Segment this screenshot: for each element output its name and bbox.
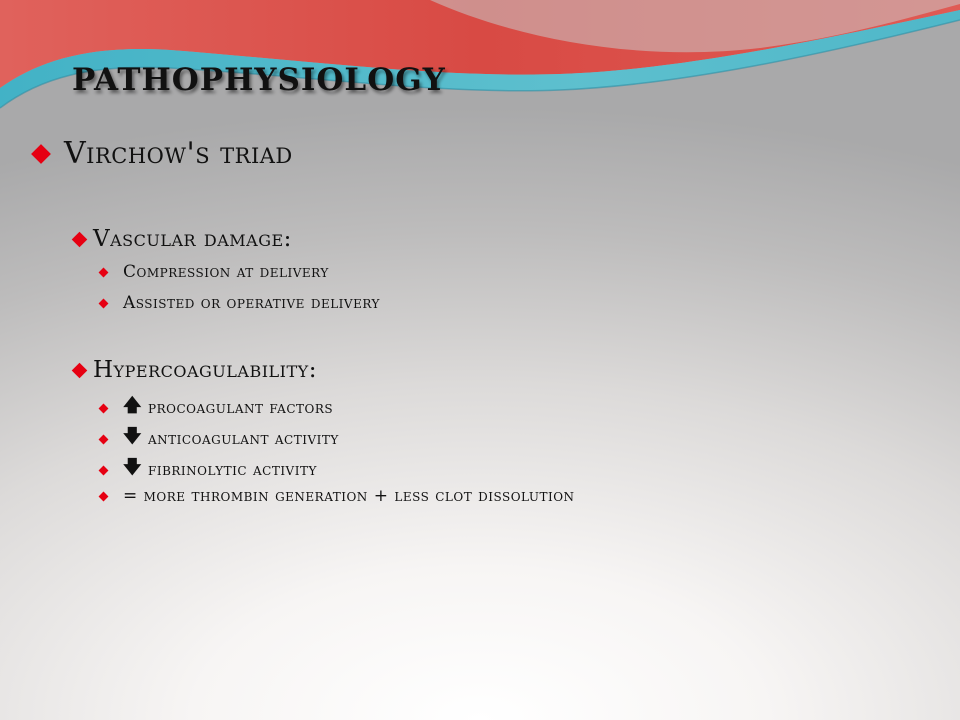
bullet-text: Assisted or operative delivery: [123, 293, 380, 313]
bullet-procoagulant: [98, 393, 333, 423]
bullet-text: Vascular damage:: [93, 226, 292, 252]
diamond-bullet-icon: [99, 491, 109, 501]
bullet-assisted-delivery: [98, 293, 380, 313]
diamond-bullet-icon: [99, 434, 109, 444]
diamond-bullet-icon: [99, 465, 109, 475]
diamond-bullet-icon: [99, 403, 109, 413]
slide-title: pathophysiology: [72, 50, 446, 101]
diamond-bullet-icon: [99, 298, 109, 308]
bullet-text: Virchow's triad: [64, 136, 293, 171]
bullet-text: procoagulant factors: [148, 398, 334, 418]
bullet-compression: [98, 262, 329, 282]
bullet-text: Compression at delivery: [123, 262, 329, 282]
bullet-virchow-triad: [30, 136, 293, 171]
bullet-text: Hypercoagulability:: [93, 357, 317, 383]
bullet-fibrinolytic: [98, 455, 317, 485]
bullet-hypercoagulability: [72, 357, 317, 383]
diamond-bullet-icon: [99, 267, 109, 277]
arrow-up-icon: 🡅: [123, 395, 143, 416]
diamond-bullet-icon: [72, 362, 88, 378]
arrow-down-icon: 🡇: [123, 457, 143, 478]
bullet-vascular-damage: [72, 226, 292, 252]
bullet-text: fibrinolytic activity: [148, 460, 317, 480]
bullet-text: = more thrombin generation + less clot dissolution: [123, 486, 575, 506]
diamond-bullet-icon: [31, 144, 51, 164]
arrow-down-icon: 🡇: [123, 426, 143, 447]
bullet-text: anticoagulant activity: [148, 429, 339, 449]
bullet-anticoagulant: [98, 424, 339, 454]
bullet-thrombin-generation: [98, 486, 575, 506]
diamond-bullet-icon: [72, 231, 88, 247]
